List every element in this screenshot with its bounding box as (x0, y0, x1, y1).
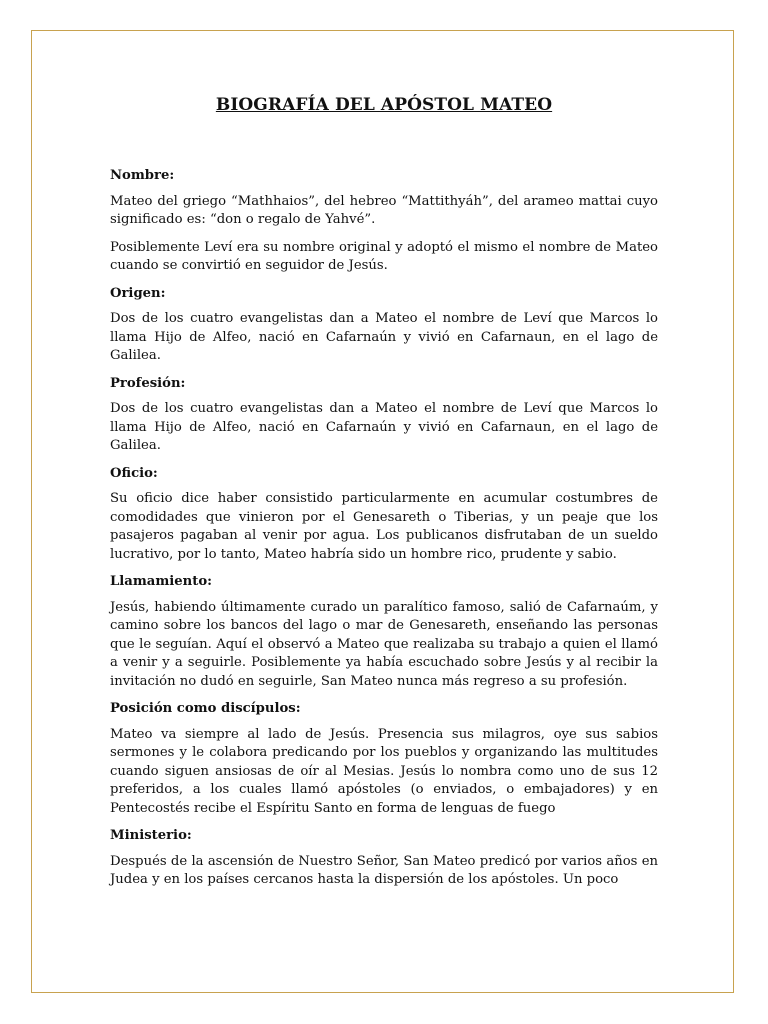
paragraph: Dos de los cuatro evangelistas dan a Mateo el nombre de Leví que Marcos lo llama Hijo de Alfeo, nació en Cafarnaún y vivió en Cafarnaun, en el lago de Galilea. (110, 311, 658, 363)
section-posicion (110, 700, 658, 818)
section-heading: Ministerio: (110, 828, 192, 843)
paragraph: Su oficio dice haber consistido particularmente en acumular costumbres de comodidades que vinieron por el Genesareth o Tiberias, y un peaje que los pasajeros pagaban al venir por agua. Los publicanos disfrutaban de un sueldo lucrativo, por lo tanto, Mateo habría sido un hombre rico, prudente y sabio. (110, 491, 658, 562)
section-ministerio (110, 827, 658, 890)
paragraph: Mateo del griego “Mathhaios”, del hebreo “Mattithyáh”, del arameo mattai cuyo significado es: “don o regalo de Yahvé”. (110, 193, 658, 227)
section-heading: Nombre: (110, 168, 175, 183)
paragraph: Dos de los cuatro evangelistas dan a Mateo el nombre de Leví que Marcos lo llama Hijo de Alfeo, nació en Cafarnaún y vivió en Cafarnaun, en el lago de Galilea. (110, 401, 658, 453)
section-heading: Posición como discípulos: (110, 701, 301, 716)
section-heading: Llamamiento: (110, 574, 213, 589)
section-heading: Origen: (110, 285, 166, 301)
section-oficio (110, 465, 658, 565)
section-profesion (110, 375, 658, 456)
document-title: BIOGRAFÍA DEL APÓSTOL MATEO (215, 95, 553, 115)
paragraph: Posiblemente Leví era su nombre original y adoptó el mismo el nombre de Mateo cuando se convirtió en seguidor de Jesús. (110, 239, 658, 273)
section-heading: Oficio: (110, 465, 158, 481)
section-llamamiento (110, 573, 658, 691)
document-body (110, 95, 658, 890)
paragraph: Mateo va siempre al lado de Jesús. Presencia sus milagros, oye sus sabios sermones y le colabora predicando por los pueblos y organizando las multitudes cuando siguen ansiosas de oír al Mesias. Jesús lo nombra como uno de sus 12 preferidos, a los cuales llamó apóstoles (o enviados, o embajadores) y en Pentecostés recibe el Espíritu Santo en forma de lenguas de fuego (110, 726, 658, 816)
paragraph: Jesús, habiendo últimamente curado un paralítico famoso, salió de Cafarnaúm, y camino sobre los bancos del lago o mar de Genesareth, enseñando las personas que le seguían. Aquí el observó a Mateo que realizaba su trabajo a quien el llamó a venir y a seguirle. Posiblemente ya había escuchado sobre Jesús y al recibir la invitación no dudó en seguirle, San Mateo nunca más regreso a su profesión. (110, 599, 658, 689)
section-heading: Profesión: (110, 375, 186, 391)
section-origen (110, 285, 658, 366)
section-nombre (110, 167, 658, 276)
paragraph: Después de la ascensión de Nuestro Señor, San Mateo predicó por varios años en Judea y en los países cercanos hasta la dispersión de los apóstoles. Un poco (110, 853, 658, 887)
